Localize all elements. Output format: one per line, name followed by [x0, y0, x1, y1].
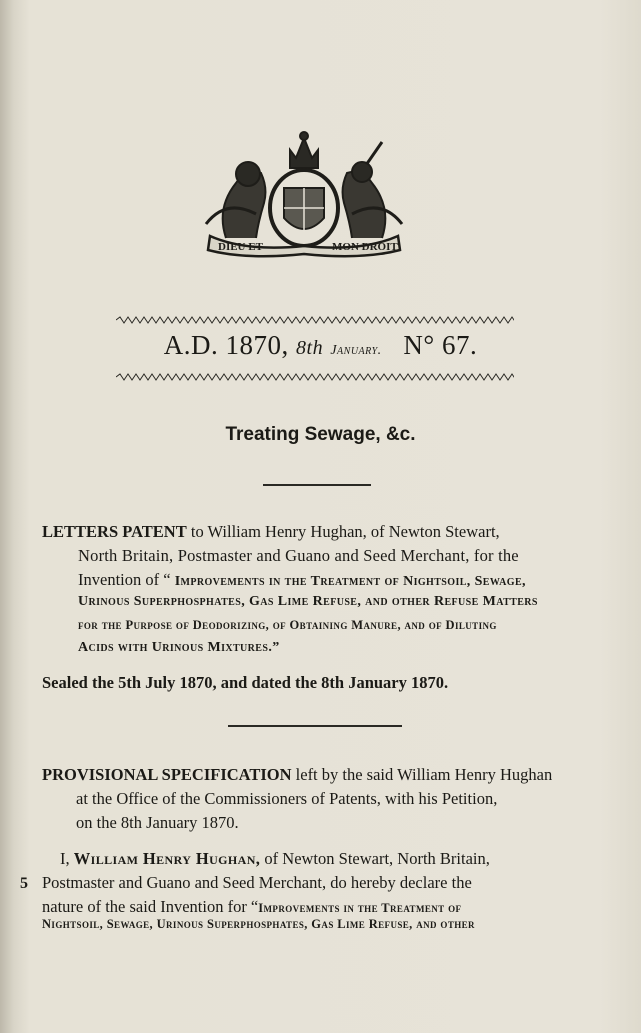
letters-patent-line-4: Urinous Superphosphates, Gas Lime Refuse, and other Refuse Matters — [78, 594, 538, 609]
heading-year: A.D. 1870, — [163, 330, 289, 360]
motto-right: MON DROIT — [332, 241, 398, 253]
body-line-2: Postmaster and Guano and Seed Merchant, do hereby declare the — [42, 873, 472, 892]
wavy-rule-top — [116, 316, 514, 324]
letters-patent-line-5: for the Purpose of Deodorizing, of Obtaining Manure, and of Diluting — [78, 618, 497, 632]
letters-patent-lead: LETTERS PATENT — [42, 522, 187, 541]
body-line-1: I, William Henry Hughan, of Newton Stewart, North Britain, — [60, 849, 490, 868]
heading-month: January. — [330, 343, 382, 358]
applicant-name: William Henry Hughan, — [73, 849, 261, 868]
sealed-statement: Sealed the 5th July 1870, and dated the 8th January 1870. — [42, 673, 449, 692]
royal-coat-of-arms — [186, 128, 422, 258]
provisional-lead: PROVISIONAL SPECIFICATION — [42, 765, 292, 784]
divider-rule — [263, 484, 371, 486]
body-line-3: nature of the said Invention for “Improvements in the Treatment of — [42, 897, 462, 916]
document-title: Treating Sewage, &c. — [225, 424, 416, 445]
provisional-line-2: at the Office of the Commissioners of Patents, with his Petition, — [76, 789, 498, 808]
provisional-line-3: on the 8th January 1870. — [76, 813, 239, 832]
letters-patent-line-6: Acids with Urinous Mixtures.” — [78, 640, 280, 655]
letters-patent-line-1: LETTERS PATENT to William Henry Hughan, of Newton Stewart, — [42, 522, 500, 541]
heading-day: 8th — [296, 337, 324, 359]
patent-heading — [0, 330, 641, 361]
line-number: 5 — [20, 875, 28, 892]
body-line-4: Nightsoil, Sewage, Urinous Superphosphates, Gas Lime Refuse, and other — [42, 917, 475, 931]
letters-patent-line-3: Invention of “ Improvements in the Treatment of Nightsoil, Sewage, — [78, 570, 526, 589]
motto-left: DIEU ET — [218, 241, 263, 253]
section-divider-rule — [228, 725, 402, 727]
wavy-rule-bottom — [116, 373, 514, 381]
heading-number: N° 67. — [403, 330, 478, 360]
provisional-line-1: PROVISIONAL SPECIFICATION left by the said William Henry Hughan — [42, 765, 553, 784]
letters-patent-line-2: North Britain, Postmaster and Guano and Seed Merchant, for the — [78, 546, 519, 565]
